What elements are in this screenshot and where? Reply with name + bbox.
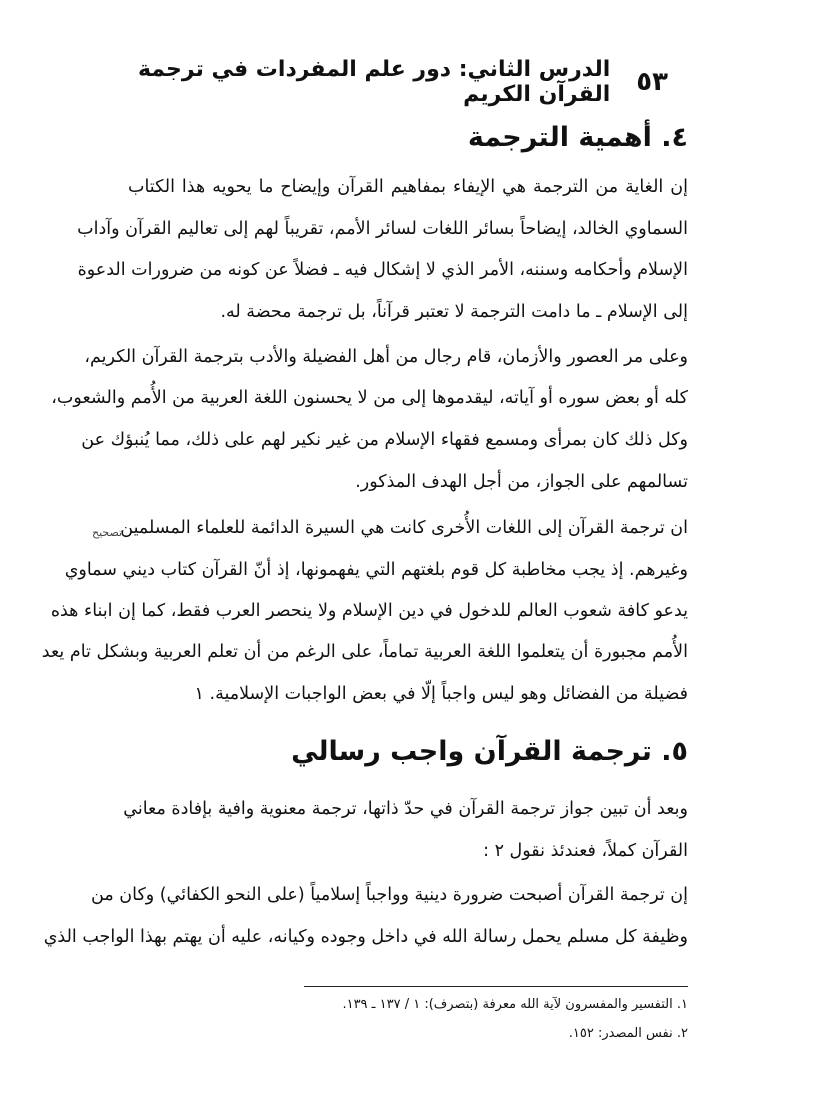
footnote-divider	[304, 986, 688, 987]
text-line: وغيرهم. إذ يجب مخاطبة كل قوم بلغتهم التي يفهمونها، إذ أنّ القرآن كتاب ديني سماوي	[64, 560, 688, 580]
text-line: إن الغاية من الترجمة هي الإيفاء بمفاهيم القرآن وإيضاح ما يحويه هذا الكتاب	[128, 177, 688, 197]
text-line: ان ترجمة القرآن إلى اللغات الأُخرى كانت هي السيرة الدائمة للعلماء المسلمين	[120, 518, 688, 538]
text-line: وكل ذلك كان بمرأى ومسمع فقهاء الإسلام من غير نكير لهم على ذلك، مما يُنبؤك عن	[81, 430, 688, 450]
text-line: وظيفة كل مسلم يحمل رسالة الله في داخل وجوده وكيانه، عليه أن يهتم بهذا الواجب الذي	[43, 927, 688, 947]
text-line: إن ترجمة القرآن أصبحت ضرورة دينية وواجباً إسلامياً (على النحو الكفائي) وكان من	[91, 885, 688, 905]
running-header-title: الدرس الثاني: دور علم المفردات في ترجمة القرآن الكريم	[137, 57, 611, 107]
footnote-1: ١. التفسير والمفسرون لآية الله معرفة (بتصرف): ١ / ١٣٧ ـ ١٣٩.	[342, 997, 688, 1012]
text-line: كله أو بعض سوره أو آياته، ليقدموها إلى من لا يحسنون اللغة العربية من الأُمم والشعوب،	[51, 388, 688, 408]
text-line: وعلى مر العصور والأزمان، قام رجال من أهل الفضيلة والأدب بترجمة القرآن الكريم،	[84, 347, 688, 367]
margin-note: تصحيح	[92, 526, 123, 539]
section-4-heading: ٤. أهمية الترجمة	[467, 122, 688, 153]
text-line: الأُمم مجبورة أن يتعلموا اللغة العربية تماماً، على الرغم من أن تعلم العربية وبشكل تام يعد	[41, 642, 688, 662]
text-line: وبعد أن تبين جواز ترجمة القرآن في حدّ ذاتها، ترجمة معنوية وافية بإفادة معاني	[123, 799, 688, 819]
text-line: القرآن كملاً، فعندئذ نقول ٢ :	[483, 841, 688, 861]
text-line: يدعو كافة شعوب العالم للدخول في دين الإسلام ولا ينحصر العرب فقط، كما إن ابناء هذه	[50, 601, 688, 621]
page-number: ٥٣	[636, 67, 668, 97]
text-line: السماوي الخالد، إيضاحاً بسائر اللغات لسائر الأمم، تقريباً لهم إلى تعاليم القرآن وآداب	[77, 219, 688, 239]
footnote-2: ٢. نفس المصدر: ١٥٢.	[568, 1026, 688, 1041]
text-line: إلى الإسلام ـ ما دامت الترجمة لا تعتبر قرآناً، بل ترجمة محضة له.	[220, 302, 688, 322]
section-5-heading: ٥. ترجمة القرآن واجب رسالي	[291, 736, 688, 767]
running-header	[100, 57, 668, 107]
text-line: الإسلام وأحكامه وسننه، الأمر الذي لا إشكال فيه ـ فضلاً عن كونه من ضرورات الدعوة	[77, 260, 688, 280]
text-line: فضيلة من الفضائل وهو ليس واجباً إلّا في بعض الواجبات الإسلامية. ١	[194, 684, 688, 704]
text-line: تسالمهم على الجواز، من أجل الهدف المذكور.	[355, 472, 688, 492]
